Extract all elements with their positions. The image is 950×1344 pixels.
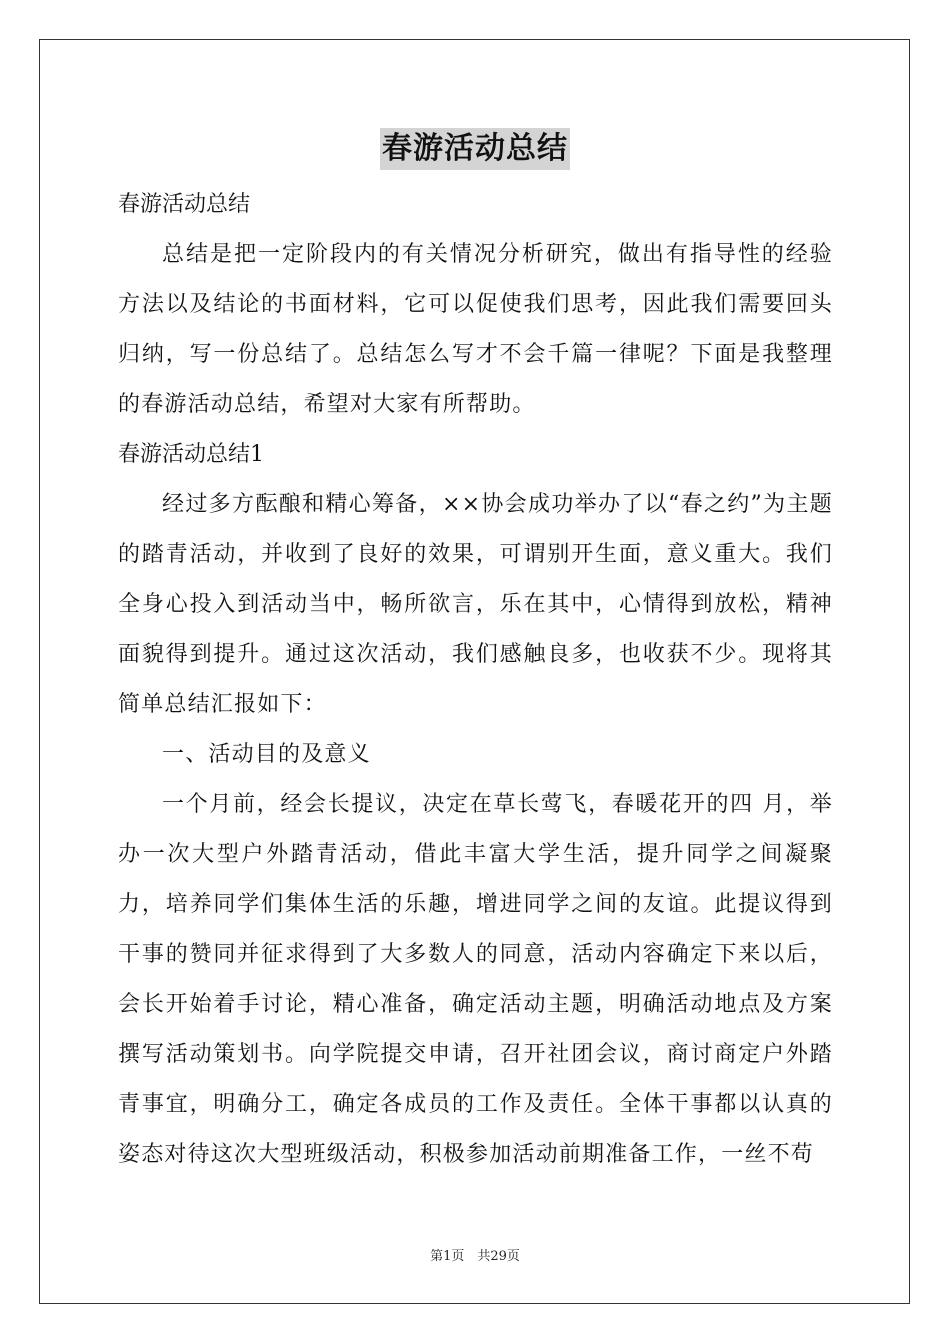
title-container — [0, 128, 950, 170]
body-paragraph-2: 一个月前，经会长提议，决定在草长莺飞，春暖花开的四 月，举办一次大型户外踏青活动，借此丰富大学生活，提升同学之间凝聚力，培养同学们集体生活的乐趣，增进同学之间的友谊。此提议得到干事的赞同并征求得到了大多数人的同意，活动内容确定下来以后，会长开始着手讨论，精心准备，确定活动主题，明确活动地点及方案撰写活动策划书。向学院提交申请，召开社团会议，商讨商定户外踏青事宜，明确分工，确定各成员的工作及责任。全体干事都以认真的姿态对待这次大型班级活动，积极参加活动前期准备工作，一丝不苟 — [118, 792, 833, 1167]
subheading: 一、活动目的及意义 — [162, 742, 371, 767]
document-subtitle: 春游活动总结 — [118, 192, 251, 217]
page-footer: 第1页 共29页 — [430, 1249, 520, 1264]
section-heading: 春游活动总结1 — [118, 442, 264, 467]
body-paragraph-1: 经过多方酝酿和精心筹备，××协会成功举办了以“春之约”为主题的踏青活动，并收到了良好的效果，可谓别开生面，意义重大。我们全身心投入到活动当中，畅所欲言，乐在其中，心情得到放松，精神面貌得到提升。通过这次活动，我们感触良多，也收获不少。现将其简单总结汇报如下： — [118, 492, 833, 717]
intro-paragraph: 总结是把一定阶段内的有关情况分析研究，做出有指导性的经验方法以及结论的书面材料，它可以促使我们思考，因此我们需要回头归纳，写一份总结了。总结怎么写才不会千篇一律呢？下面是我整理的春游活动总结，希望对大家有所帮助。 — [118, 242, 833, 417]
document-title: 春游活动总结 — [380, 128, 570, 170]
document-body — [118, 180, 833, 1180]
